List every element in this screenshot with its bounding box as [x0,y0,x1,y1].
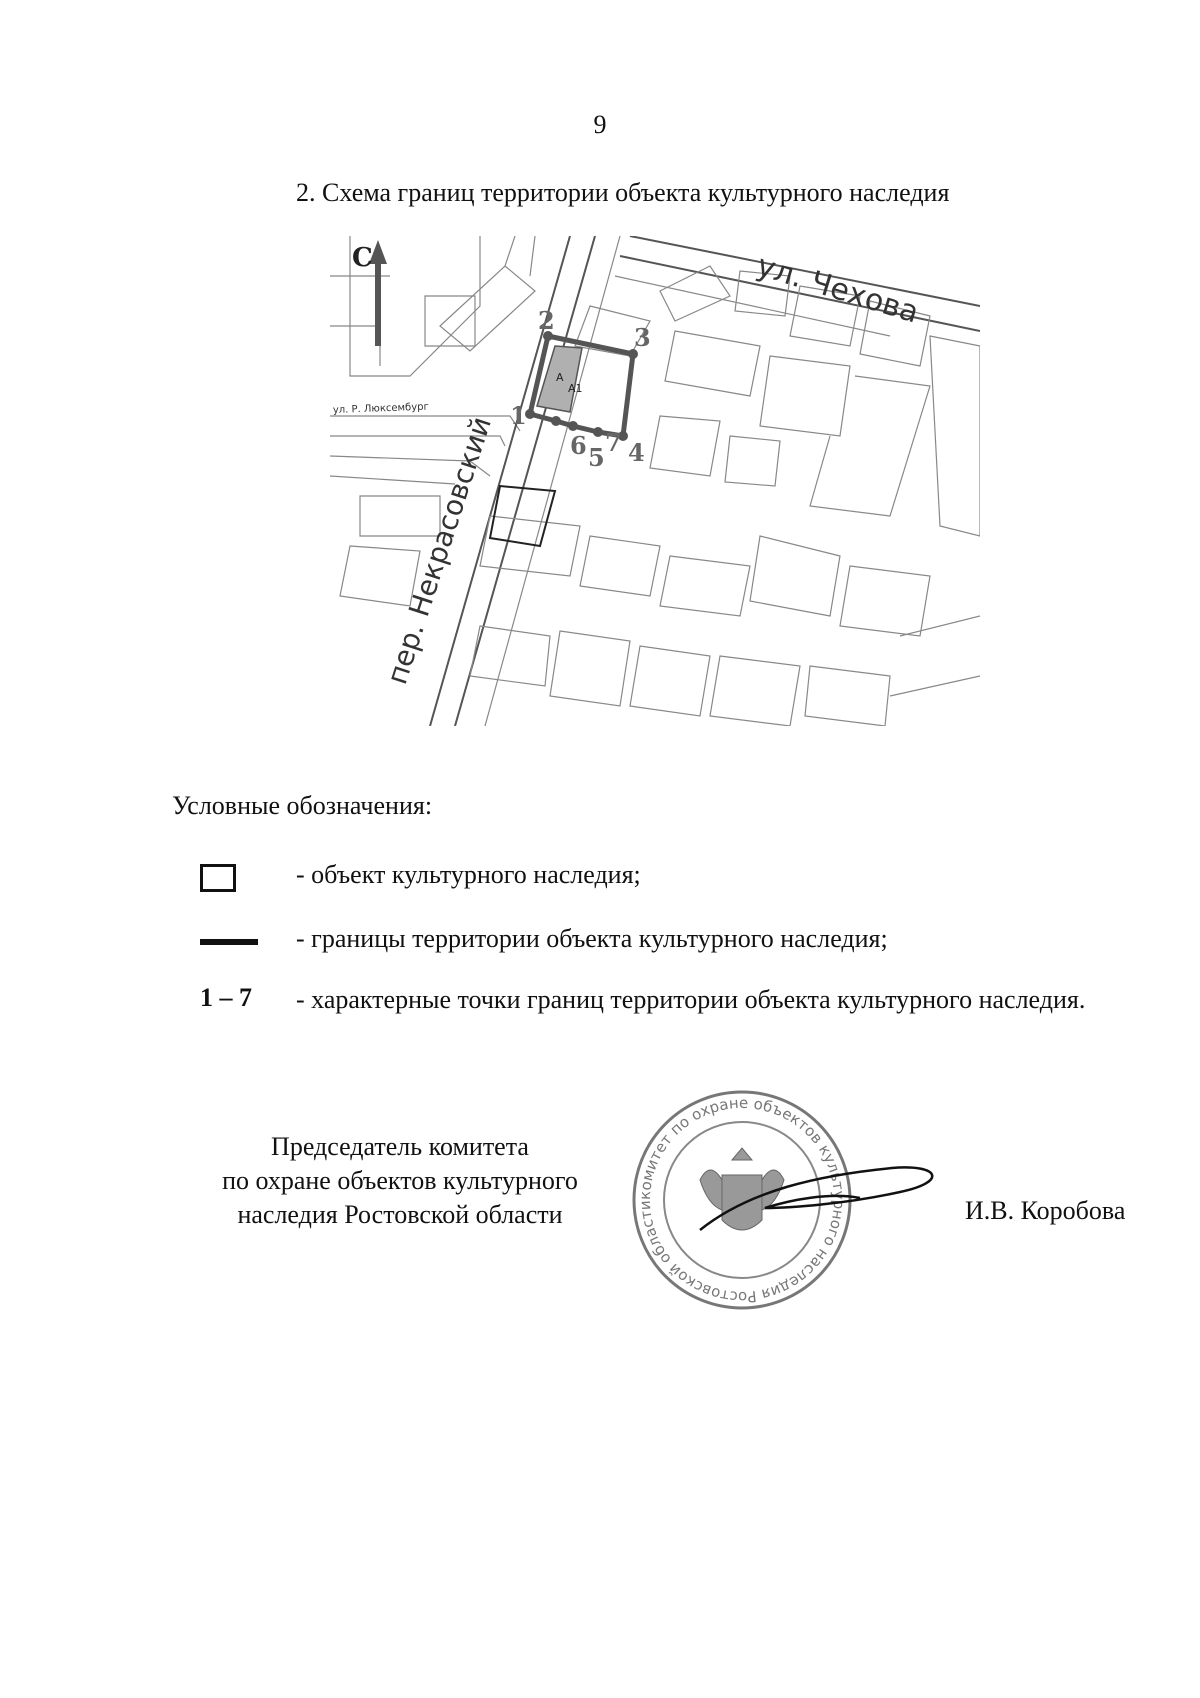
point-label: 1 [510,401,527,430]
building-mark-a: А [556,371,564,384]
emblem-shield [722,1175,762,1230]
boundary-scheme-map [330,236,980,726]
boundary-point-marker [593,427,603,437]
signer-position-line: по охране объектов культурного [222,1166,578,1195]
rectangle-icon [200,864,236,892]
page-number: 9 [593,110,607,139]
point-label: 6 [570,431,587,460]
page-title: 2. Схема границ территории объекта культурного наследия [296,178,950,207]
signer-position [200,1130,600,1232]
point-label: 5 [588,443,605,472]
point-label: 2 [538,306,555,335]
stamp-svg [630,1080,970,1320]
signer-position-line: Председатель комитета [271,1132,529,1161]
boundary-point-marker [568,421,578,431]
street-label-nekrasovsky: пер. Некрасовский [380,412,498,689]
point-label: 4 [628,438,645,467]
map-svg [330,236,980,726]
legend-heading: Условные обозначения: [172,791,433,820]
signer-name: И.В. Коробова [965,1196,1126,1225]
points-range-label: 1 – 7 [200,983,252,1012]
north-label: С [352,243,373,273]
stamp-ring-text-path: комитет по охране объектов культурного наследия Ростовской области [635,1093,849,1307]
point-label: 3 [634,323,651,352]
thick-line-icon [200,939,258,945]
signer-position-line: наследия Ростовской области [237,1200,563,1229]
street-label-chekhova: ул. Чехова [752,248,923,331]
emblem-crown [732,1148,752,1160]
street-label-luxemburg: ул. Р. Люксембург [332,401,429,416]
legend-item-text: - объект культурного наследия; [296,860,641,889]
building-mark-a1: А1 [568,382,583,395]
boundary-point-marker [551,416,561,426]
legend-item-text: - характерные точки границ территории объекта культурного наследия. [296,985,1086,1014]
point-label: 7 [605,428,622,457]
coat-of-arms-emblem [700,1148,784,1230]
legend-item-text: - границы территории объекта культурного наследия; [296,924,888,953]
stamp-and-signature [630,1080,970,1320]
emblem-supporter-left [700,1170,722,1210]
